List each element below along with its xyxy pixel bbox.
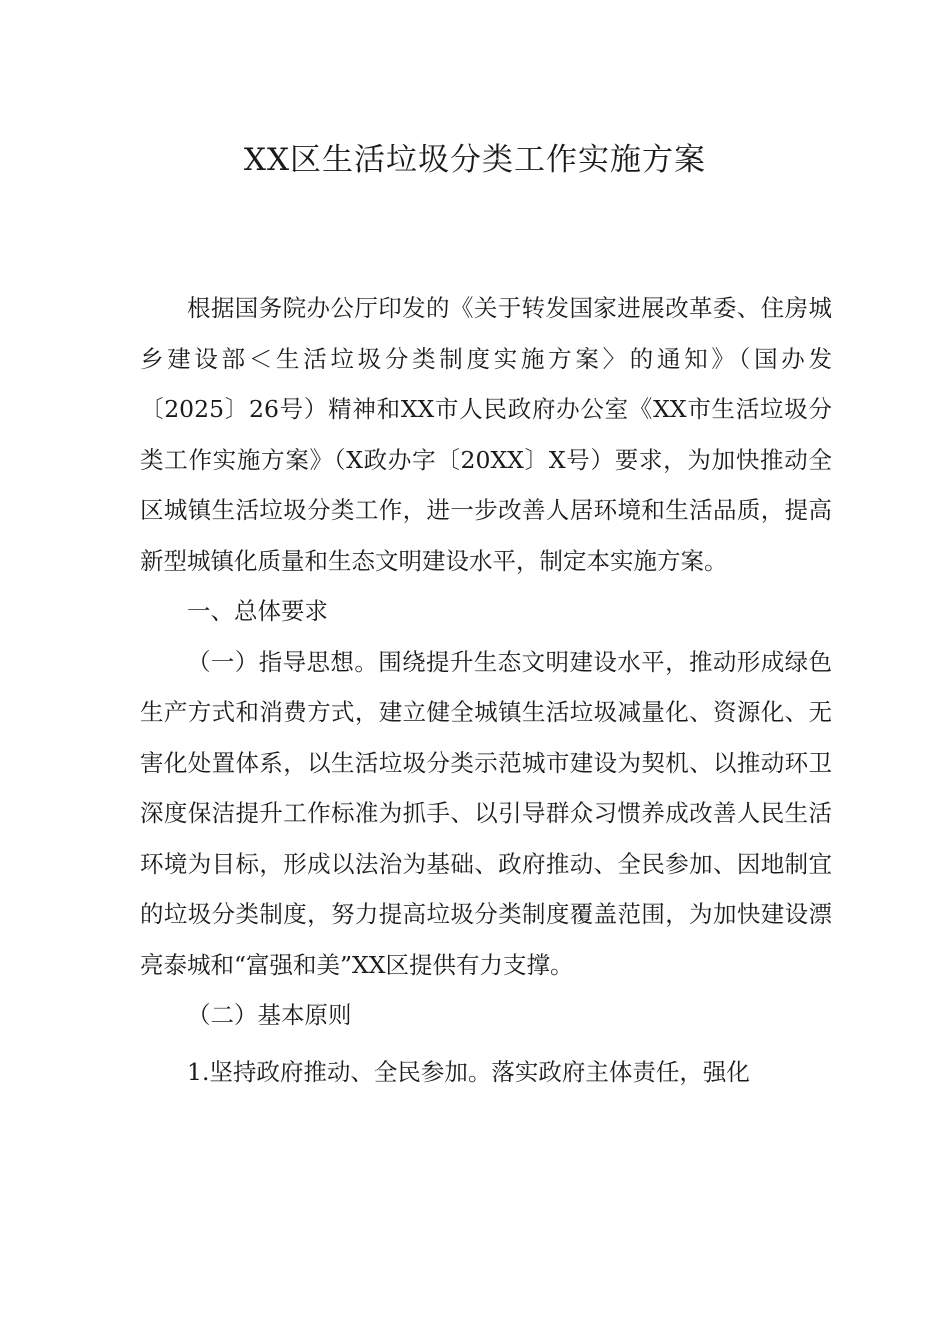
guiding-ideology-paragraph: （一）指导思想。围绕提升生态文明建设水平，推动形成绿色生产方式和消费方式，建立健全城镇生活垃圾减量化、资源化、无害化处置体系，以生活垃圾分类示范城市建设为契机、以推动环卫深度保洁提升工作标准为抓手、以引导群众习惯养成改善人民生活环境为目标，形成以法治为基础、政府推动、全民参加、因地制宜的垃圾分类制度，努力提高垃圾分类制度覆盖范围，为加快建设漂亮泰城和“富强和美”XX区提供有力支撑。 — [140, 647, 832, 979]
subsection-heading-basic-principles: （二）基本原则 — [187, 1001, 352, 1029]
intro-paragraph: 根据国务院办公厅印发的《关于转发国家进展改革委、住房城乡建设部＜生活垃圾分类制度实施方案〉的通知》（国办发〔2025〕26号）精神和XX市人民政府办公室《XX市生活垃圾分类工作实施方案》（X政办字〔20XX〕X号）要求，为加快推动全区城镇生活垃圾分类工作，进一步改善人居环境和生活品质，提高新型城镇化质量和生态文明建设水平，制定本实施方案。 — [140, 294, 832, 575]
section-heading-general-requirements: 一、总体要求 — [187, 597, 328, 625]
document-body — [140, 283, 832, 1097]
principle-item-1: 1.坚持政府推动、全民参加。落实政府主体责任，强化 — [187, 1057, 750, 1086]
document-title: XX区生活垃圾分类工作实施方案 — [243, 142, 707, 178]
